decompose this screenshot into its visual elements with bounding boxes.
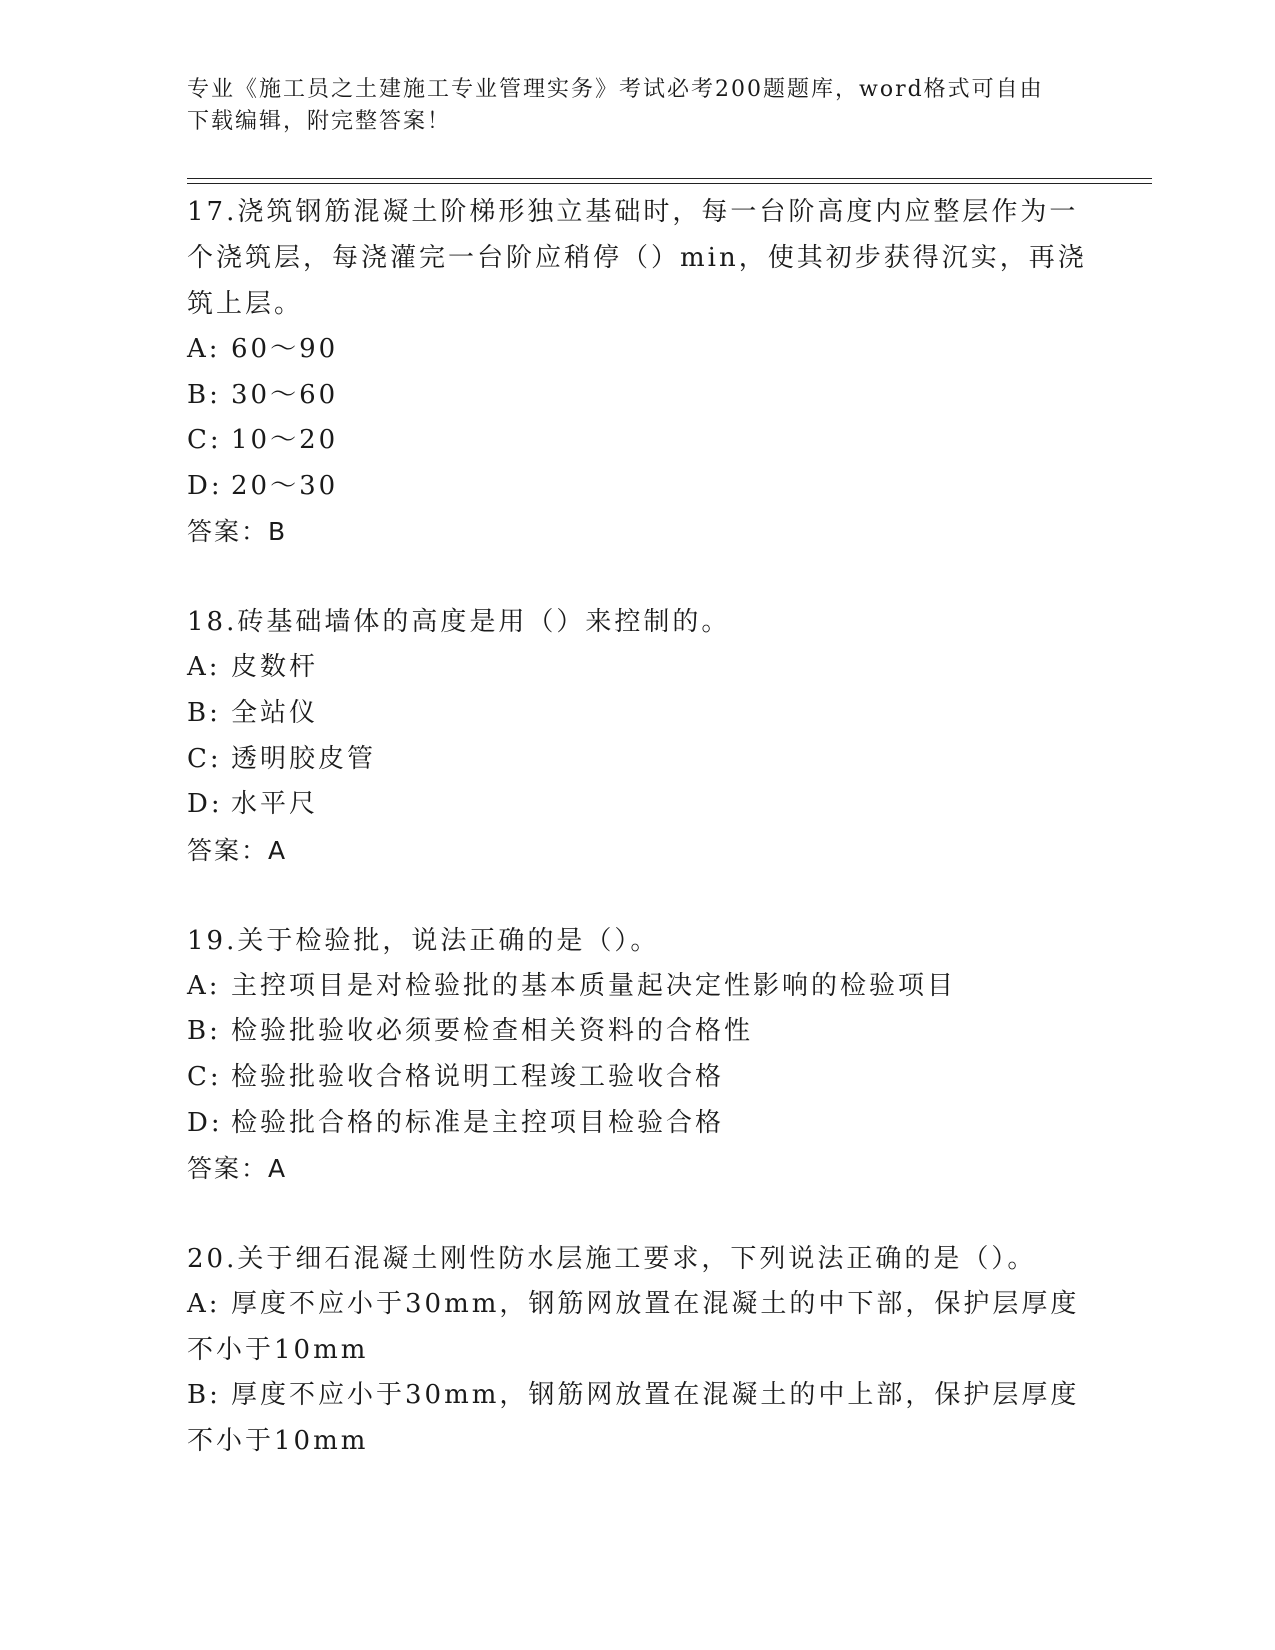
answer-line: 答案：A [187, 835, 288, 865]
option-c [187, 1055, 1087, 1101]
question-stem: 18.砖基础墙体的高度是用（）来控制的。 [187, 607, 731, 638]
option-letter: D: [187, 470, 223, 501]
option-c [187, 418, 1087, 464]
header-divider-top [187, 178, 1152, 179]
option-b [187, 373, 1087, 419]
option-letter: A: [187, 970, 221, 1001]
option-letter: B: [187, 1016, 221, 1047]
option-text: 主控项目是对检验批的基本质量起决定性影响的检验项目 [231, 970, 957, 1001]
answer-line: 答案：A [187, 1154, 288, 1184]
option-letter: C: [187, 743, 222, 774]
question-stem: 19.关于检验批，说法正确的是（）。 [187, 925, 660, 956]
question-list [187, 189, 1087, 1509]
option-text: 检验批验收合格说明工程竣工验收合格 [231, 1061, 725, 1092]
option-a [187, 1282, 1087, 1373]
question-19 [187, 918, 1087, 1192]
option-letter: C: [187, 425, 222, 456]
answer-line: 答案：B [187, 517, 288, 547]
option-a [187, 645, 1087, 691]
option-text: 厚度不应小于30mm，钢筋网放置在混凝土的中下部，保护层厚度不小于10mm [187, 1289, 1080, 1365]
option-letter: A: [187, 652, 221, 683]
option-letter: B: [187, 697, 221, 728]
question-stem: 20.关于细石混凝土刚性防水层施工要求，下列说法正确的是（）。 [187, 1244, 1037, 1275]
header-divider-bottom [187, 183, 1152, 184]
option-letter: D: [187, 1107, 223, 1138]
option-d [187, 464, 1087, 510]
header-line-1: 专业《施工员之土建施工专业管理实务》考试必考200题题库，word格式可自由 [187, 77, 1044, 102]
question-18 [187, 599, 1087, 873]
option-text: 检验批合格的标准是主控项目检验合格 [231, 1107, 725, 1138]
option-b [187, 691, 1087, 737]
option-text: 水平尺 [231, 789, 319, 820]
question-20 [187, 1236, 1087, 1464]
option-d [187, 1101, 1087, 1147]
option-letter: B: [187, 1380, 221, 1411]
option-letter: B: [187, 379, 221, 410]
option-text: 20～30 [231, 470, 339, 501]
option-text: 30～60 [231, 379, 339, 410]
option-a [187, 964, 1087, 1010]
option-text: 全站仪 [231, 697, 319, 728]
option-c [187, 737, 1087, 783]
option-b [187, 1009, 1087, 1055]
option-text: 60～90 [231, 334, 339, 364]
document-header [187, 74, 1067, 138]
option-text: 透明胶皮管 [231, 743, 377, 774]
option-d [187, 782, 1087, 828]
option-a [187, 327, 1087, 373]
question-stem: 17.浇筑钢筋混凝土阶梯形独立基础时，每一台阶高度内应整层作为一个浇筑层，每浇灌完一台阶应稍停（）min，使其初步获得沉实，再浇筑上层。 [187, 197, 1087, 319]
option-letter: A: [187, 334, 221, 364]
option-text: 皮数杆 [231, 652, 319, 683]
option-text: 厚度不应小于30mm，钢筋网放置在混凝土的中上部，保护层厚度不小于10mm [187, 1380, 1080, 1456]
question-17 [187, 189, 1087, 555]
option-b [187, 1373, 1087, 1464]
option-text: 检验批验收必须要检查相关资料的合格性 [231, 1016, 754, 1047]
option-letter: A: [187, 1289, 221, 1320]
option-text: 10～20 [231, 425, 339, 456]
option-letter: C: [187, 1061, 222, 1092]
option-letter: D: [187, 789, 223, 820]
header-line-2: 下载编辑，附完整答案！ [187, 109, 452, 134]
